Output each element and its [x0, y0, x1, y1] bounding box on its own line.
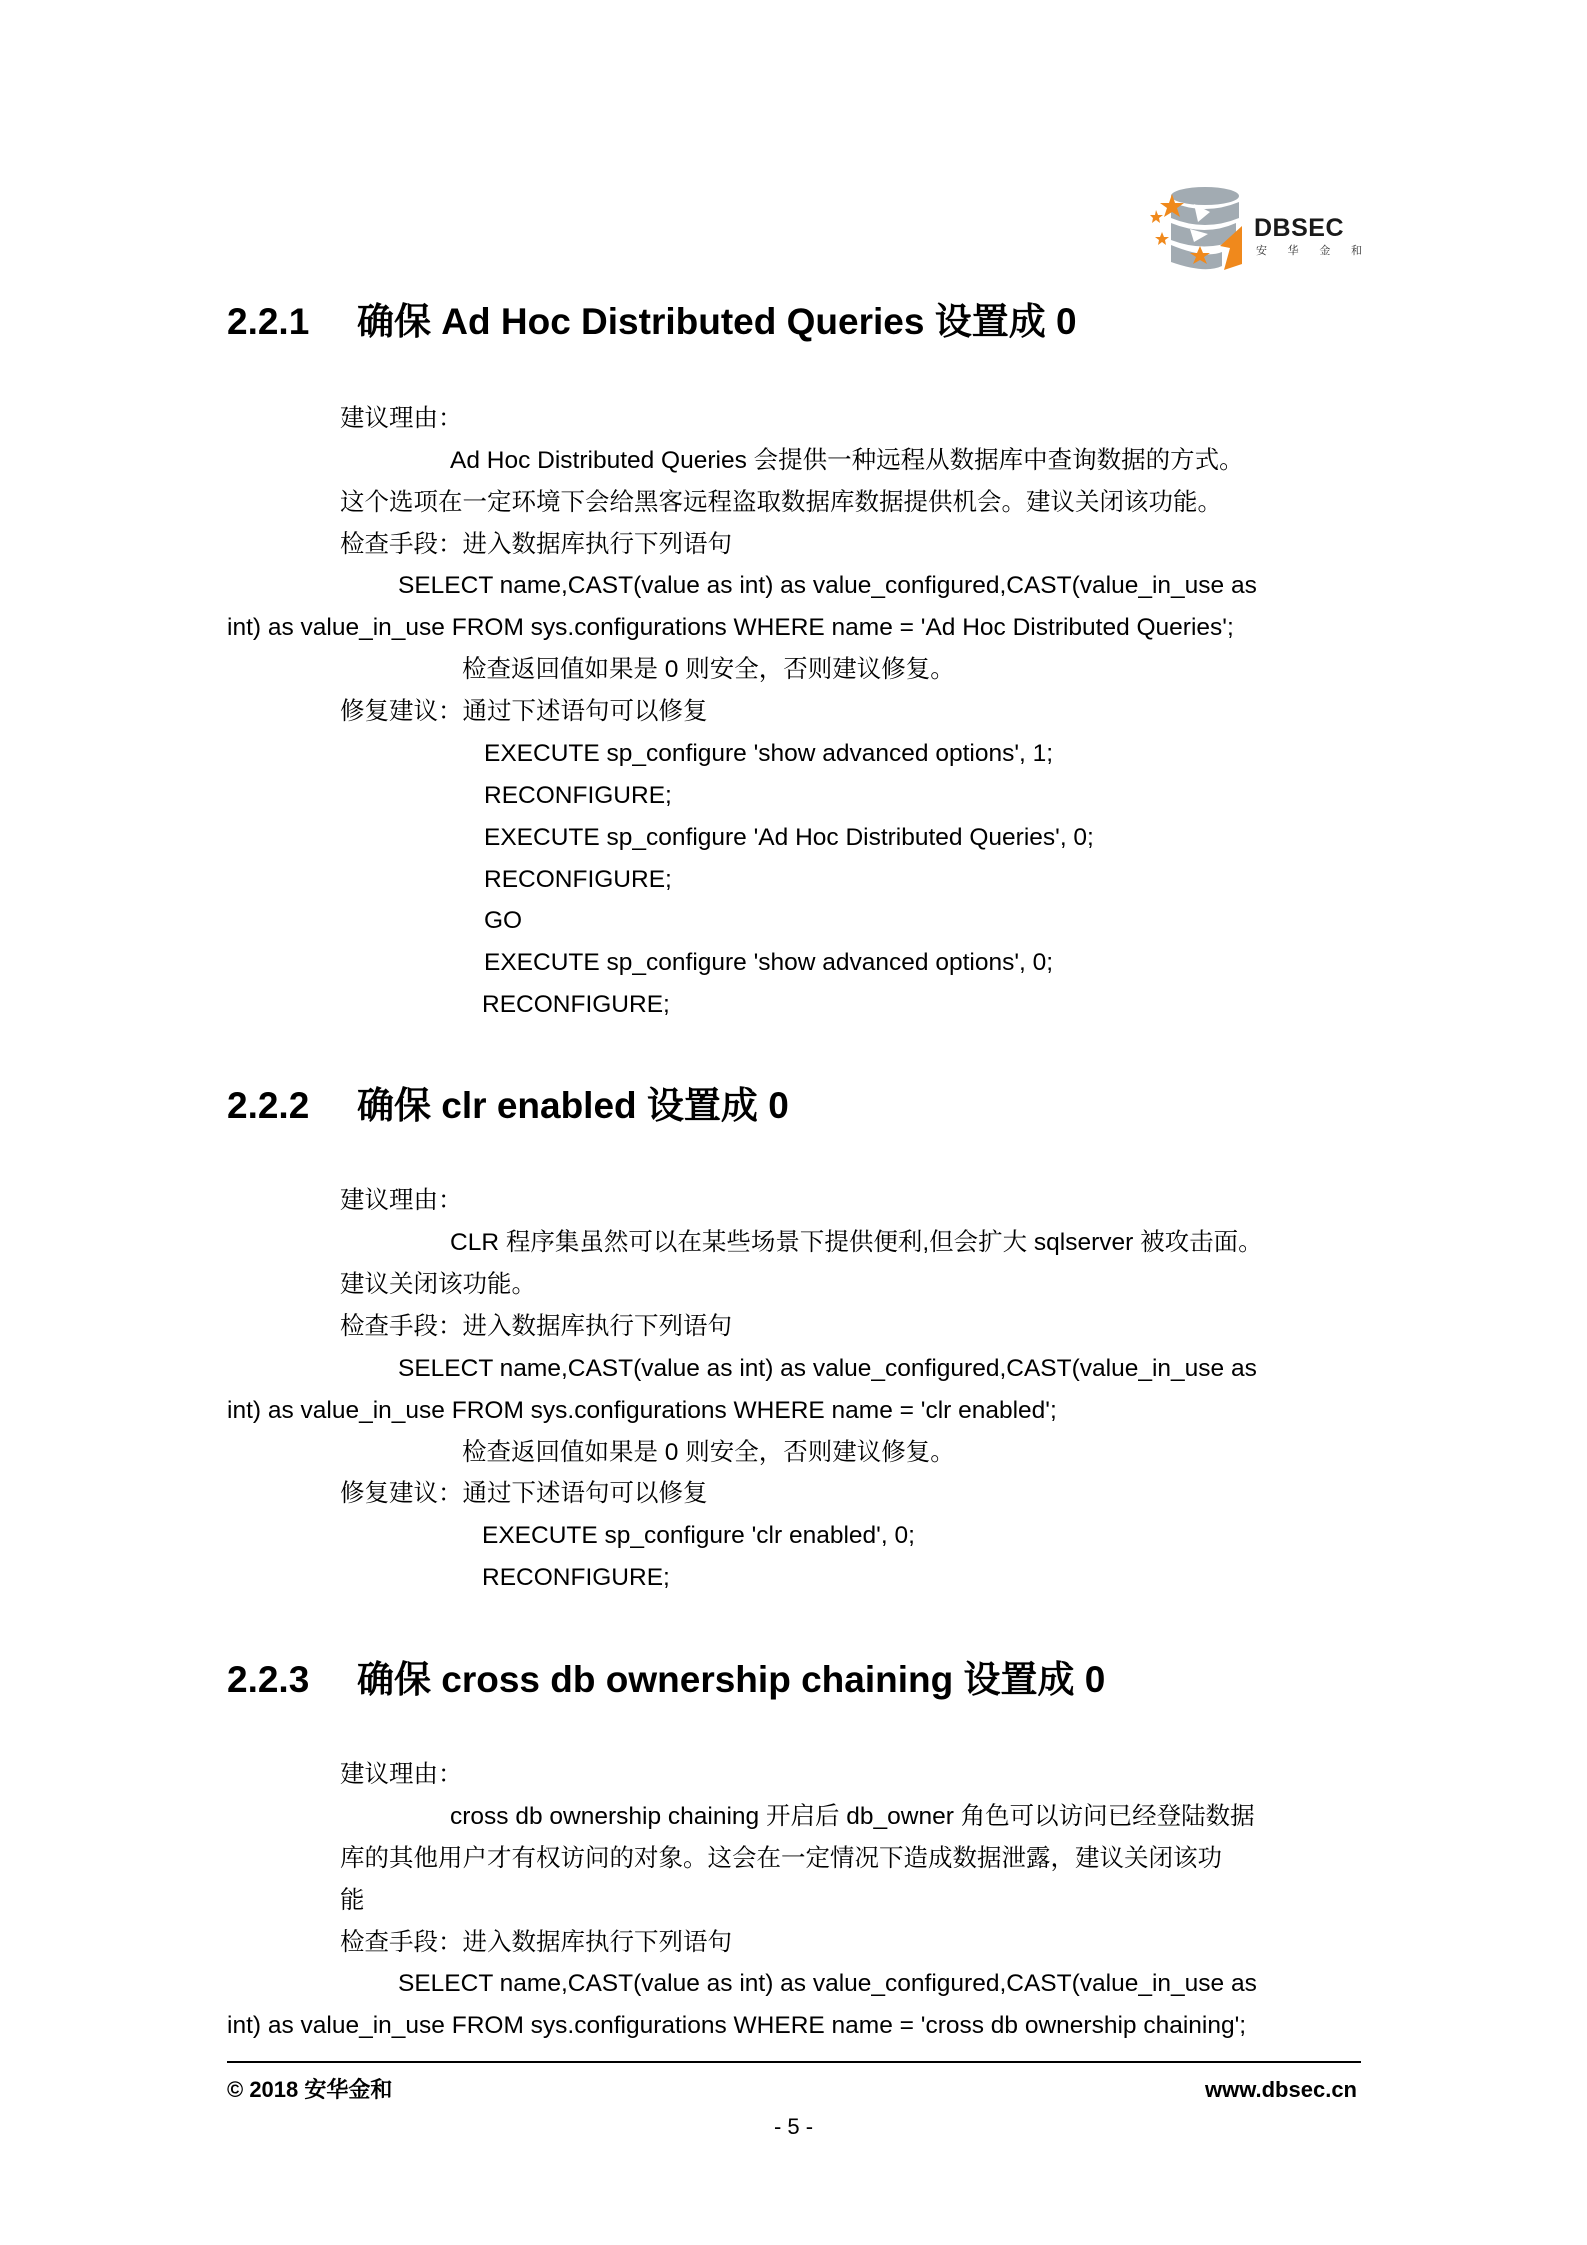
section-heading-2-2-1: [227, 300, 1077, 344]
section-title: 确保 Ad Hoc Distributed Queries 设置成 0: [357, 301, 1077, 342]
body-line: int) as value_in_use FROM sys.configurations WHERE name = 'cross db ownership chaining';: [227, 2012, 1247, 2039]
body-line: 建议关闭该功能。: [340, 1271, 536, 1298]
body-line: 检查返回值如果是 0 则安全，否则建议修复。: [462, 1439, 955, 1466]
body-line: RECONFIGURE;: [482, 1564, 670, 1591]
body-line: EXECUTE sp_configure 'clr enabled', 0;: [482, 1522, 915, 1549]
body-line: 修复建议：通过下述语句可以修复: [340, 698, 708, 725]
body-line: 建议理由：: [340, 1187, 463, 1214]
section-title: 确保 cross db ownership chaining 设置成 0: [357, 1659, 1106, 1700]
body-line: 能: [340, 1887, 365, 1914]
body-line: 检查返回值如果是 0 则安全，否则建议修复。: [462, 656, 955, 683]
body-line: GO: [484, 907, 523, 934]
body-line: 检查手段：进入数据库执行下列语句: [340, 1929, 732, 1956]
body-line: RECONFIGURE;: [484, 866, 672, 893]
dbsec-logo: [1150, 182, 1375, 280]
body-line: Ad Hoc Distributed Queries 会提供一种远程从数据库中查询数据的方式。: [450, 447, 1244, 474]
section-number: 2.2.3: [227, 1659, 310, 1700]
body-line: 建议理由：: [340, 405, 463, 432]
body-line: RECONFIGURE;: [484, 782, 672, 809]
logo-sub-char: 和: [1350, 245, 1362, 257]
logo-brand-text: DBSEC: [1254, 214, 1345, 242]
body-line: CLR 程序集虽然可以在某些场景下提供便利,但会扩大 sqlserver 被攻击面。: [450, 1229, 1263, 1256]
body-line: 这个选项在一定环境下会给黑客远程盗取数据库数据提供机会。建议关闭该功能。: [340, 489, 1222, 516]
logo-sub-char: 金: [1319, 245, 1331, 257]
page-number: - 5 -: [773, 2114, 814, 2139]
logo-sub-char: 安: [1256, 245, 1267, 257]
section-number: 2.2.1: [227, 301, 310, 342]
body-line: RECONFIGURE;: [482, 991, 670, 1018]
body-line: EXECUTE sp_configure 'Ad Hoc Distributed Queries', 0;: [484, 824, 1094, 851]
body-line: int) as value_in_use FROM sys.configurations WHERE name = 'Ad Hoc Distributed Queries';: [227, 614, 1234, 641]
body-line: 库的其他用户才有权访问的对象。这会在一定情况下造成数据泄露，建议关闭该功: [340, 1845, 1222, 1872]
body-line: 检查手段：进入数据库执行下列语句: [340, 531, 732, 558]
body-line: SELECT name,CAST(value as int) as value_configured,CAST(value_in_use as: [398, 1355, 1257, 1382]
body-line: EXECUTE sp_configure 'show advanced options', 0;: [484, 949, 1054, 976]
logo-sub-char: 华: [1287, 245, 1299, 257]
section-heading-2-2-3: [227, 1658, 1105, 1702]
body-line: SELECT name,CAST(value as int) as value_configured,CAST(value_in_use as: [398, 1970, 1257, 1997]
section-title: 确保 clr enabled 设置成 0: [357, 1085, 789, 1126]
footer-divider: [227, 2061, 1361, 2063]
body-line: 建议理由：: [340, 1761, 463, 1788]
body-line: EXECUTE sp_configure 'show advanced options', 1;: [484, 740, 1054, 767]
logo-subtitle: [1256, 246, 1362, 257]
section-number: 2.2.2: [227, 1085, 310, 1126]
body-line: 检查手段：进入数据库执行下列语句: [340, 1313, 732, 1340]
footer-url-link[interactable]: www.dbsec.cn: [1204, 2077, 1357, 2102]
database-stars-icon: [1150, 182, 1250, 280]
footer-copyright: © 2018 安华金和: [227, 2077, 393, 2102]
body-line: cross db ownership chaining 开启后 db_owner 角色可以访问已经登陆数据: [450, 1803, 1255, 1830]
body-line: SELECT name,CAST(value as int) as value_configured,CAST(value_in_use as: [398, 572, 1257, 599]
body-line: int) as value_in_use FROM sys.configurations WHERE name = 'clr enabled';: [227, 1397, 1057, 1424]
body-line: 修复建议：通过下述语句可以修复: [340, 1480, 708, 1507]
section-heading-2-2-2: [227, 1084, 789, 1128]
